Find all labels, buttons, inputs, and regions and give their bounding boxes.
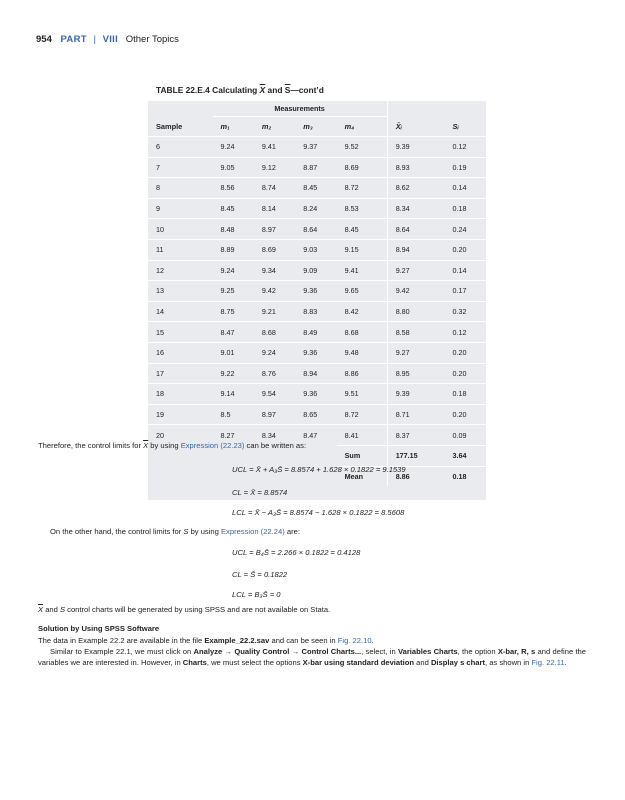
table-row <box>148 281 486 302</box>
equation-cl-s: CL = S̄ = 0.1822 <box>232 570 288 579</box>
table-cell: 0.20 <box>445 342 486 363</box>
column-header: m₄ <box>337 117 388 137</box>
table-cell: 9.65 <box>337 281 388 302</box>
table-cell: 8.34 <box>254 425 295 446</box>
fig-22-11-link[interactable]: Fig. 22.11 <box>531 658 565 668</box>
table-cell: 9.21 <box>254 301 295 322</box>
table-cell: 8.74 <box>254 178 295 199</box>
table-cell: 0.09 <box>445 425 486 446</box>
table-row <box>148 404 486 425</box>
table-cell: 8.71 <box>387 404 444 425</box>
equation-ucl-s: UCL = B₄S̄ = 2.266 × 0.1822 = 0.4128 <box>232 548 361 557</box>
table-row <box>148 342 486 363</box>
table-cell: 9.03 <box>295 239 336 260</box>
table-cell: 0.20 <box>445 404 486 425</box>
table-cell: 8.37 <box>387 425 444 446</box>
table-cell: 8.94 <box>295 363 336 384</box>
table-cell: 8.45 <box>213 198 254 219</box>
table-cell: 9 <box>148 198 213 219</box>
table-cell: 8.72 <box>337 178 388 199</box>
table-cell: 16 <box>148 342 213 363</box>
column-header-row <box>148 117 486 137</box>
mean-s: 0.18 <box>445 466 486 486</box>
table-cell: 8.56 <box>213 178 254 199</box>
table-row <box>148 157 486 178</box>
table-cell: 9.36 <box>295 384 336 405</box>
table-cell: 8.93 <box>387 157 444 178</box>
table-cell: 9.01 <box>213 342 254 363</box>
expression-22-23-link[interactable]: Expression (22.23) <box>180 441 245 450</box>
table-body <box>148 137 486 446</box>
paragraph-xbar-limits: Therefore, the control limits for $\overline{X}$ by using Expression (22.23) can be written as: <box>38 441 307 450</box>
table-cell: 8.76 <box>254 363 295 384</box>
table-cell: 9.24 <box>213 137 254 158</box>
table-cell: 9.42 <box>254 281 295 302</box>
table-row <box>148 239 486 260</box>
table-cell: 8.14 <box>254 198 295 219</box>
table-cell: 8.27 <box>213 425 254 446</box>
table-cell: 8.53 <box>337 198 388 219</box>
table-cell: 8.64 <box>387 219 444 240</box>
table-cell: 0.12 <box>445 322 486 343</box>
table-title: TABLE 22.E.4 Calculating $\overline{X}$ and $\overline{S}—cont’d$ <box>148 77 486 101</box>
table-cell: 8.47 <box>213 322 254 343</box>
part-label: PART <box>60 34 87 45</box>
table-row <box>148 322 486 343</box>
table-cell: 9.24 <box>213 260 254 281</box>
table-cell: 8.24 <box>295 198 336 219</box>
equation-cl-xbar: CL = X̄ = 8.8574 <box>232 488 288 497</box>
table-cell: 8.68 <box>254 322 295 343</box>
table-cell: 8.86 <box>337 363 388 384</box>
table-cell: 8.48 <box>213 219 254 240</box>
table-row <box>148 178 486 199</box>
table-cell: 8.75 <box>213 301 254 322</box>
table-cell: 0.24 <box>445 219 486 240</box>
table-cell: 8.97 <box>254 404 295 425</box>
table-cell: 8.80 <box>387 301 444 322</box>
table-cell: 19 <box>148 404 213 425</box>
table-cell: 9.34 <box>254 260 295 281</box>
table-cell: 9.09 <box>295 260 336 281</box>
table-cell: 18 <box>148 384 213 405</box>
table-cell: 9.25 <box>213 281 254 302</box>
table-cell: 8.83 <box>295 301 336 322</box>
table-cell: 8.65 <box>295 404 336 425</box>
table-cell: 8.34 <box>387 198 444 219</box>
file-name: Example_22.2.sav <box>204 636 270 645</box>
table-cell: 9.05 <box>213 157 254 178</box>
table-cell: 9.15 <box>337 239 388 260</box>
table-cell: 9.27 <box>387 342 444 363</box>
table-cell: 13 <box>148 281 213 302</box>
table-cell: 0.19 <box>445 157 486 178</box>
table-cell: 8.89 <box>213 239 254 260</box>
table-cell: 9.36 <box>295 281 336 302</box>
table-cell: 6 <box>148 137 213 158</box>
equation-lcl-s: LCL = B₃S̄ = 0 <box>232 590 283 599</box>
table-cell: 9.41 <box>337 260 388 281</box>
paragraph-data-file: The data in Example 22.2 are available in the file Example_22.2.sav and can be seen in Fig. 22.10. <box>38 636 374 645</box>
column-header: Sᵢ <box>445 117 486 137</box>
paragraph-spss-note: $\overline{X}$ and S control charts will be generated by using SPSS and are not available on Stata. <box>38 605 331 614</box>
column-header: X̄ᵢ <box>387 117 444 137</box>
fig-22-10-link[interactable]: Fig. 22.10 <box>337 636 372 645</box>
table-row <box>148 301 486 322</box>
table-cell: 14 <box>148 301 213 322</box>
sum-s: 3.64 <box>445 445 486 466</box>
table-cell: 8.45 <box>337 219 388 240</box>
table-cell: 0.20 <box>445 239 486 260</box>
column-header: Sample <box>148 117 213 137</box>
equation-ucl-xbar: UCL = X̄ + A₃S̄ = 8.8574 + 1.628 × 0.1822 = 9.1539 <box>232 465 406 474</box>
table-cell: 9.22 <box>213 363 254 384</box>
table-cell: 8.68 <box>337 322 388 343</box>
table-cell: 8.47 <box>295 425 336 446</box>
paragraph-s-limits: On the other hand, the control limits for S by using Expression (22.24) are: <box>50 527 300 536</box>
table-cell: 0.14 <box>445 178 486 199</box>
table-row <box>148 260 486 281</box>
table-cell: 20 <box>148 425 213 446</box>
column-header: m₂ <box>254 117 295 137</box>
table-cell: 8.69 <box>254 239 295 260</box>
table-cell: 0.17 <box>445 281 486 302</box>
measurements-group-header: Measurements <box>213 101 388 117</box>
table-cell: 17 <box>148 363 213 384</box>
table-row <box>148 137 486 158</box>
mean-xbar: 8.86 <box>387 466 444 486</box>
column-header: m₃ <box>295 117 336 137</box>
table-cell: 8.45 <box>295 178 336 199</box>
header-separator: | <box>93 34 96 45</box>
table-cell: 8.62 <box>387 178 444 199</box>
column-header: m₁ <box>213 117 254 137</box>
table-cell: 9.42 <box>387 281 444 302</box>
paragraph-spss-steps: Similar to Example 22.1, we must click on Analyze → Quality Control → Control Charts..., select, in Variables Charts, the option X-bar, R, s and define the variables we are interested in. However, in Charts, we must select the options X-bar using standard deviation and Display s chart, as shown in Fig. 22.11. <box>38 647 587 668</box>
table-cell: 0.18 <box>445 198 486 219</box>
expression-22-24-link[interactable]: Expression (22.24) <box>220 527 285 536</box>
page-header <box>36 34 179 45</box>
table-cell: 0.14 <box>445 260 486 281</box>
table-cell: 0.12 <box>445 137 486 158</box>
table-cell: 9.48 <box>337 342 388 363</box>
section-title: Solution by Using SPSS Software <box>38 624 160 633</box>
table-cell: 9.39 <box>387 137 444 158</box>
table-cell: 8 <box>148 178 213 199</box>
table-cell: 10 <box>148 219 213 240</box>
sum-xbar: 177.15 <box>387 445 444 466</box>
table-cell: 9.51 <box>337 384 388 405</box>
table-row <box>148 219 486 240</box>
table-cell: 9.36 <box>295 342 336 363</box>
data-table-container <box>148 77 486 500</box>
sum-label: Sum <box>337 445 388 466</box>
table-cell: 8.49 <box>295 322 336 343</box>
table-cell: 9.39 <box>387 384 444 405</box>
table-cell: 7 <box>148 157 213 178</box>
table-cell: 0.18 <box>445 384 486 405</box>
table-cell: 9.37 <box>295 137 336 158</box>
table-cell: 8.64 <box>295 219 336 240</box>
part-number: VIII <box>102 34 119 45</box>
table-cell: 9.54 <box>254 384 295 405</box>
table-cell: 12 <box>148 260 213 281</box>
table-cell: 8.5 <box>213 404 254 425</box>
table-cell: 8.58 <box>387 322 444 343</box>
table-cell: 9.12 <box>254 157 295 178</box>
table-cell: 9.27 <box>387 260 444 281</box>
table-cell: 8.42 <box>337 301 388 322</box>
table-cell: 9.14 <box>213 384 254 405</box>
table-cell: 8.94 <box>387 239 444 260</box>
page-number: 954 <box>36 34 52 45</box>
table-cell: 0.32 <box>445 301 486 322</box>
table-row <box>148 384 486 405</box>
table-cell: 8.41 <box>337 425 388 446</box>
table-cell: 8.95 <box>387 363 444 384</box>
table-cell: 0.20 <box>445 363 486 384</box>
table-cell: 9.24 <box>254 342 295 363</box>
table-cell: 8.69 <box>337 157 388 178</box>
table-cell: 8.87 <box>295 157 336 178</box>
table-cell: 9.52 <box>337 137 388 158</box>
table-row <box>148 363 486 384</box>
table-cell: 8.97 <box>254 219 295 240</box>
table-cell: 9.41 <box>254 137 295 158</box>
part-topic: Other Topics <box>125 34 179 45</box>
table-cell: 11 <box>148 239 213 260</box>
table-cell: 15 <box>148 322 213 343</box>
table-cell: 8.72 <box>337 404 388 425</box>
mean-label: Mean <box>337 466 388 486</box>
table-row <box>148 198 486 219</box>
equation-lcl-xbar: LCL = X̄ − A₃S̄ = 8.8574 − 1.628 × 0.1822 = 8.5608 <box>232 508 405 517</box>
